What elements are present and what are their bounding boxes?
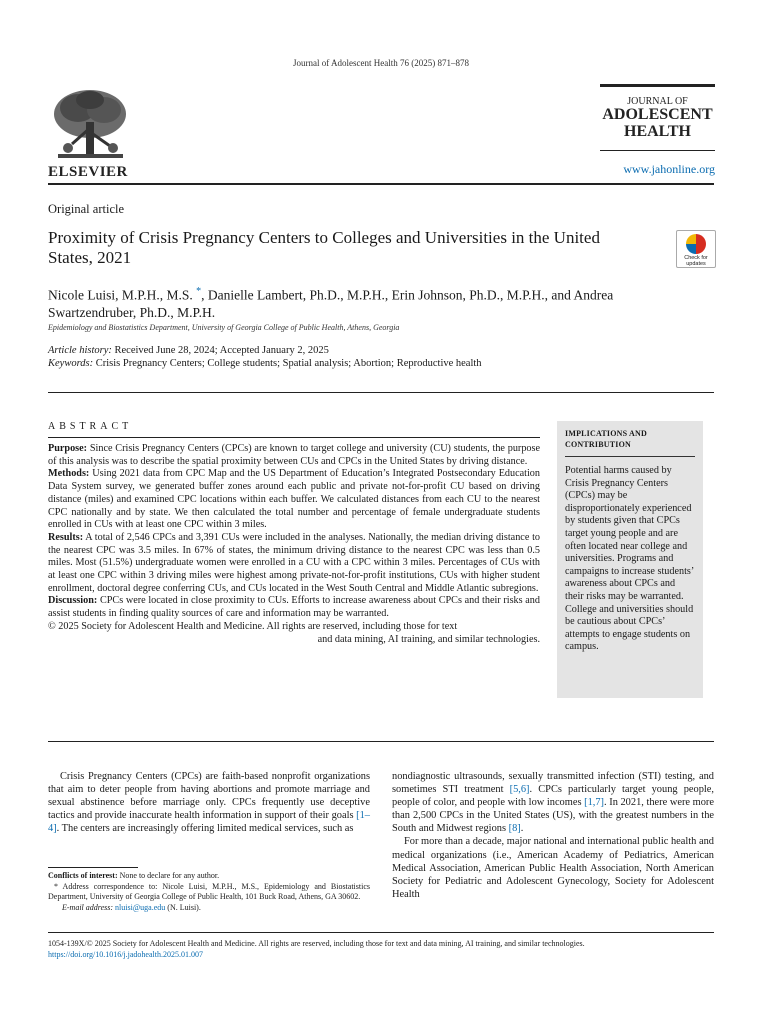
implications-box	[557, 421, 703, 698]
citation-link[interactable]: [5,6]	[509, 784, 530, 796]
body-text: nondiagnostic ultrasounds, sexually transmitted infection (STI) testing, and sometimes STI treatment	[392, 771, 714, 796]
journal-citation[interactable]: Journal of Adolescent Health 76 (2025) 871–878	[293, 58, 469, 68]
author-rest: , Danielle Lambert, Ph.D., M.P.H., Erin Johnson, Ph.D., M.P.H., and Andrea Swartzendruber, Ph.D., M.P.H.	[48, 287, 614, 320]
email-suffix: (N. Luisi).	[165, 902, 201, 912]
results-text: A total of 2,546 CPCs and 3,391 CUs were included in the analyses. Nationally, the median driving distance to the nearest CPC was 3.5 miles. In 67% of states, the minimum driving distance to the nearest CPC was less than 0.5 miles. Most (51.5%) undergraduate women were enrolled in a CU with a CPC within 3 miles. Percentages of CUs with at least one CPC within 3 driving miles were highest among private-not-for-profit institutions, CUs with higher student enrollment, doctoral degree conferring CUs, and CUs located in the West South Central and Middle Atlantic subregions.	[48, 531, 540, 594]
body-text: . In 2021, there were more than 2,500 CPCs in the United States (US), with the greatest numbers in the South and Midwest regions	[392, 797, 714, 835]
body-text: Crisis Pregnancy Centers (CPCs) are faith-based nonprofit organizations that aim to deter people from having abortions and promote marriage and sexual abstinence before marriage only. CPCs frequently use deceptive tactics and provide inaccurate health information in support of their goals	[48, 771, 370, 822]
article-history	[48, 344, 482, 370]
abstract-end-divider	[48, 741, 714, 742]
footer-divider	[48, 932, 714, 933]
body-paragraph	[48, 770, 370, 835]
check-updates-label: Check for updates	[684, 255, 708, 267]
history-text: Received June 28, 2024; Accepted January 2, 2025	[111, 345, 329, 356]
abstract-divider	[48, 437, 540, 438]
body-column-left	[48, 770, 370, 835]
body-text: . CPCs particularly target young people, people of color, and people with low incomes	[392, 784, 714, 809]
correspondence-marker-link[interactable]: *	[196, 286, 202, 297]
body-text: .	[520, 823, 524, 835]
abstract-heading: ABSTRACT	[48, 421, 133, 432]
body-text: . The centers are increasingly offering limited medical services, such as	[56, 823, 354, 835]
implications-heading: IMPLICATIONS AND CONTRIBUTION	[565, 429, 647, 449]
keywords-text: Crisis Pregnancy Centers; College students; Spatial analysis; Abortion; Reproductive health	[93, 358, 482, 369]
journal-title-line1: JOURNAL OF	[627, 96, 688, 107]
methods-text: Using 2021 data from CPC Map and the US Department of Education’s Integrated Postsecondary Education Data System survey, we generated buffer zones around each public and private not-for-profit CU based on driving distance (miles) and examined CPC locations within each buffer. We calculated distances from each CU to the nearest CPC nationally and by state. We then calculated the total number and percentage of female undergraduate students enrolled in CUs with at least one CPC within 3 miles.	[48, 468, 540, 531]
footnotes	[48, 871, 370, 913]
coi-label: Conflicts of interest:	[48, 871, 118, 880]
purpose-label: Purpose:	[48, 443, 88, 454]
journal-title-block	[600, 84, 715, 151]
discussion-label: Discussion:	[48, 595, 98, 607]
methods-label: Methods:	[48, 468, 90, 480]
abstract-copyright-line2: and data mining, AI training, and similar technologies.	[317, 633, 540, 645]
journal-title-line3: HEALTH	[624, 123, 691, 140]
body-paragraph	[392, 770, 714, 835]
journal-title-line2: ADOLESCENT	[602, 106, 713, 123]
article-title: Proximity of Crisis Pregnancy Centers to Colleges and Universities in the United States, 2021	[48, 228, 600, 267]
purpose-text: Since Crisis Pregnancy Centers (CPCs) are known to target college and university (CU) students, the purpose of this analysis was to describe the spatial proximity between CUs and CPCs in the United States by driving distance.	[48, 443, 540, 467]
email-label: E-mail address:	[62, 902, 116, 912]
check-for-updates-button[interactable]	[676, 230, 716, 268]
check-updates-icon	[686, 234, 706, 254]
article-type: Original article	[48, 202, 125, 216]
header-divider	[48, 183, 714, 185]
author-list	[48, 283, 688, 321]
implications-body: Potential harms caused by Crisis Pregnancy Centers (CPCs) may be disproportionately experienced by students given that CPCs target young people and are often located near college and universities. Programs and campaigns to increase students’ awareness about CPCs and their risks may be warranted. College and universities should be cautious about CPCs’ attempts to engage students on campus.	[565, 465, 694, 653]
abstract-body	[48, 443, 540, 646]
implications-divider	[565, 456, 695, 457]
discussion-text: CPCs were located in close proximity to CUs. Efforts to increase awareness about CPCs and their risks and assist students in finding quality sources of care and information may be warranted.	[48, 595, 540, 620]
results-label: Results:	[48, 531, 84, 543]
doi-link[interactable]: https://doi.org/10.1016/j.jadohealth.2025.01.007	[48, 950, 203, 959]
citation-link[interactable]: [1,7]	[584, 797, 605, 809]
history-label: Article history:	[48, 345, 112, 356]
footnote-divider	[48, 867, 138, 868]
keywords-label: Keywords:	[48, 358, 94, 369]
abstract-copyright-line1: © 2025 Society for Adolescent Health and Medicine. All rights are reserved, including those for text	[48, 620, 458, 632]
email-link[interactable]: nluisi@uga.edu	[115, 902, 166, 912]
citation-link[interactable]: [1–4]	[48, 810, 370, 835]
journal-url-link[interactable]: www.jahonline.org	[623, 162, 715, 176]
body-paragraph: For more than a decade, major national and international public health and medical organizations (i.e., American Academy of Pediatrics, American Medical Association, American Public Health Association, North American Society for Pediatric and Adolescent Gynecology, Society for Adolescent Health	[392, 836, 714, 900]
publisher-name: ELSEVIER	[48, 164, 128, 180]
issn-copyright: 1054-139X/© 2025 Society for Adolescent Health and Medicine. All rights are reserved, including those for text and data mining, AI training, and similar technologies.	[48, 939, 585, 948]
citation-link[interactable]: [8]	[508, 823, 521, 835]
author-first: Nicole Luisi, M.P.H., M.S.	[48, 287, 193, 303]
coi-text: None to declare for any author.	[117, 871, 220, 880]
body-column-right	[392, 770, 714, 901]
correspondence-note: * Address correspondence to: Nicole Luisi, M.P.H., M.S., Epidemiology and Biostatistics Department, University of Georgia College of Public Health, 101 Buck Road, Athens, GA 30602.	[48, 881, 370, 901]
author-affiliation: Epidemiology and Biostatistics Department, University of Georgia College of Public Health, Athens, Georgia	[48, 323, 400, 332]
meta-divider	[48, 392, 714, 393]
elsevier-tree-icon	[48, 88, 133, 164]
